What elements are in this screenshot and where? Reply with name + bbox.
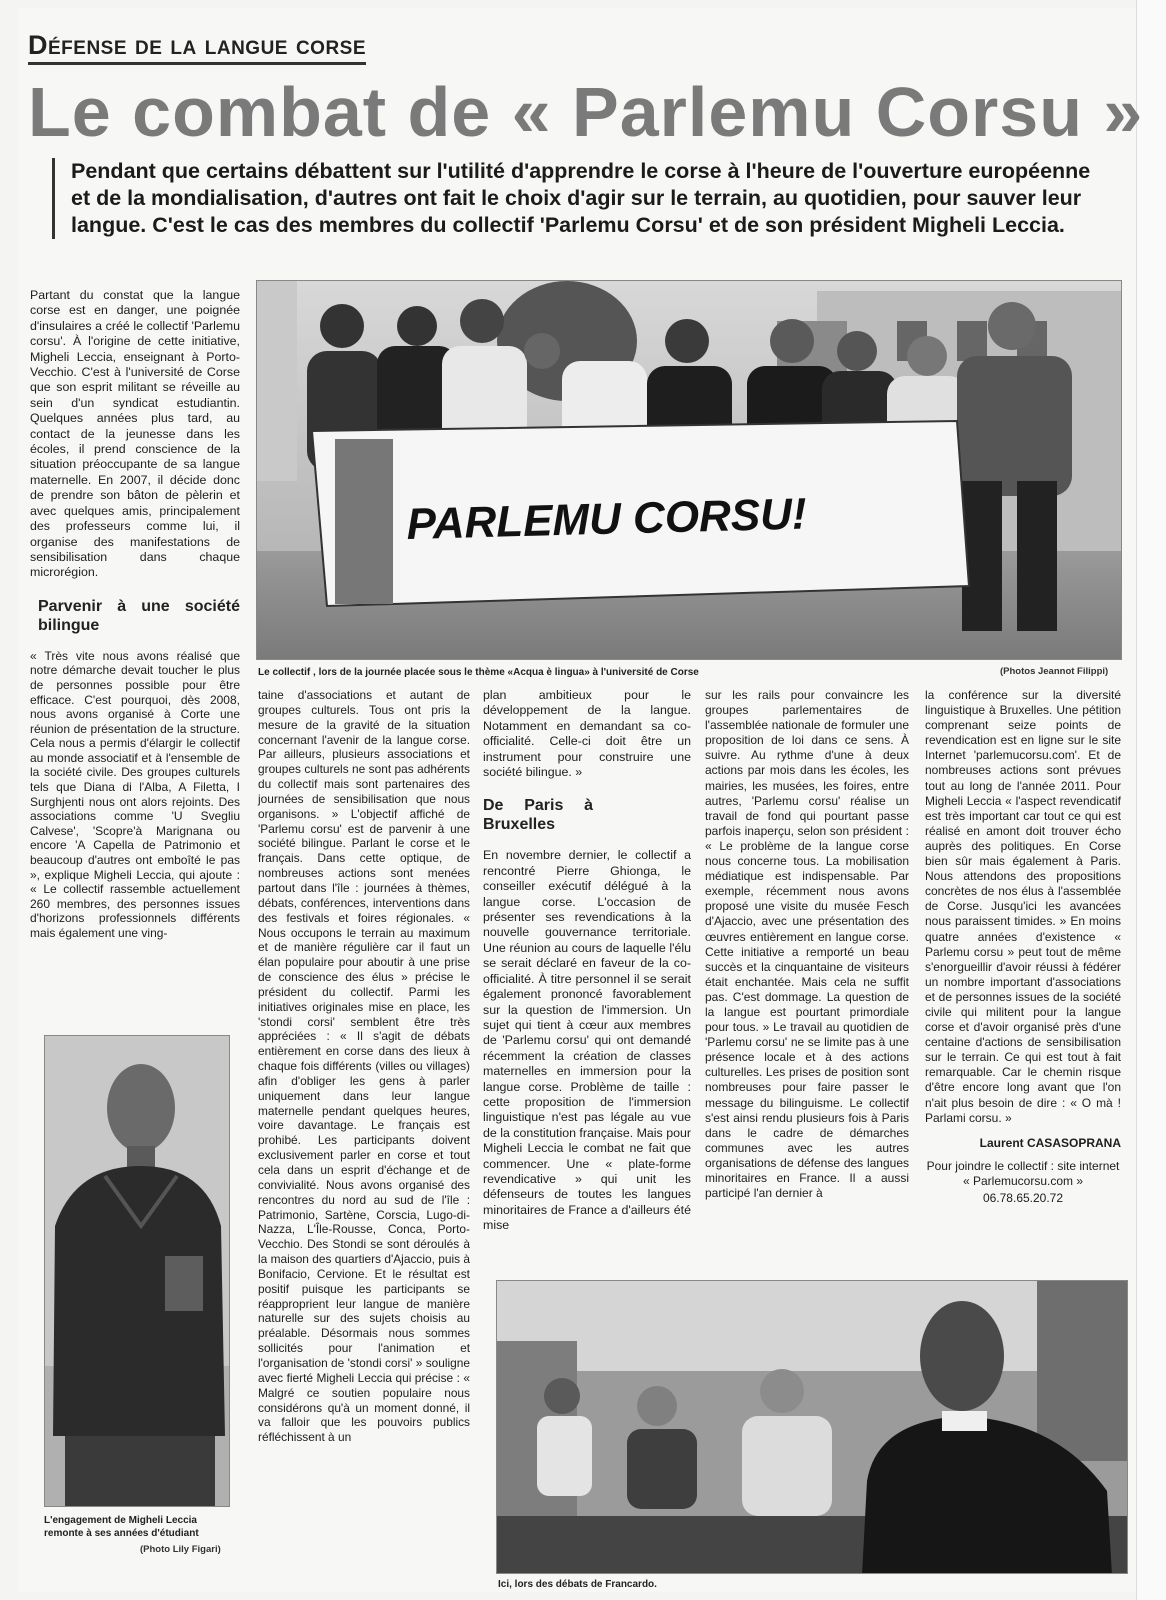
portrait-photo-image <box>45 1036 230 1507</box>
headline: Le combat de « Parlemu Corsu » <box>28 73 1144 151</box>
debate-photo-image <box>497 1281 1128 1574</box>
column-1-body: « Très vite nous avons réalisé que notre démarche devait toucher le plus de personnes possible pour être efficace. C'est pourquoi, dès 2008, nous avons organisé à Corte une réunion de présentation de la structure. Cela nous a permis d'élargir le collectif au monde associatif et à l'ensemble de la société civile. Des groupes culturels tels que Diana di l'Alba, A Filetta, I Surghjenti nous ont alors rejoints. Des associations comme 'U Svegliu Calvese', 'Scopre'à Marignana ou encore 'A Capella de Patrimonio et beaucoup d'autres ont emboîté le pas », explique Migheli Leccia, qui ajoute : « Le collectif rassemble actuellement 260 membres, des personnes issues d'horizons professionnels différents mais également une ving- <box>30 648 240 940</box>
section-rubric: Défense de la langue corse <box>28 28 366 65</box>
lead-paragraph: Pendant que certains débattent sur l'utilité d'apprendre le corse à l'heure de l'ouverture européenne et de la mondialisation, d'autres ont fait le choix d'agir sur le terrain, au quotidien, pour sauver leur langue. C'est le cas des membres du collectif 'Parlemu Corsu' et de son président Migheli Leccia. <box>52 158 1102 239</box>
column-4 <box>705 688 909 1201</box>
debate-photo <box>496 1280 1128 1574</box>
column-1-intro: Partant du constat que la langue corse est en danger, une poignée d'insulaires a créé le collectif 'Parlemu corsu'. À l'origine de cette initiative, Migheli Leccia, enseignant à Porto-Vecchio. C'est à l'université de Corse que son esprit militant se réveille au sein d'un syndicat estudiantin. Quelques années plus tard, au contact de la jeunesse dans les écoles, il prend conscience de la situation préoccupante de sa langue maternelle. En 2007, il décide donc de prendre son bâton de pèlerin et avec quelques amis, principalement des professeurs comme lui, il organise des manifestations de sensibilisation dans chaque microrégion. <box>30 288 240 580</box>
portrait-photo <box>44 1035 230 1507</box>
group-photo-caption: Le collectif , lors de la journée placée sous le thème «Acqua è lingua» à l'université de Corse <box>258 667 699 678</box>
subhead-paris-bruxelles: De Paris à Bruxelles <box>483 797 593 834</box>
column-4-body: sur les rails pour convaincre les groupes parlementaires de l'assemblée nationale de formuler une proposition de loi dans ce sens. À suivre. Au rythme d'une à deux actions par mois dans les écoles, les mairies, les musées, les foires, entre autres, 'Parlemu corsu' réalise un travail de fond qui pourtant passe parfois inaperçu, selon son président : « Le problème de la langue corse nous concerne tous. La mobilisation médiatique est indispensable. Par exemple, récemment nous avons proposé une visite du musée Fesch d'Ajaccio, avec une présentation des œuvres entièrement en langue corse. Cette initiative a remporté un beau succès et la cinquantaine de visiteurs était enchantée. Mais cela ne suffit pas. C'est dommage. La question de la langue est pourtant primordiale pour tous. » Le travail au quotidien de 'Parlemu corsu' ne se limite pas à une présence locale et à des actions culturelles. Les prises de position sont nombreuses pour faire passer le message du bilinguisme. Le collectif s'est ainsi rendu plusieurs fois à Paris dans le cadre de démarches communes avec les autres organisations de défense des langues minoritaires en France. Il a aussi participé l'an dernier à <box>705 688 909 1201</box>
author-signature: Laurent CASASOPRANA <box>979 1135 1121 1150</box>
debate-caption: Ici, lors des débats de Francardo. <box>498 1579 657 1590</box>
column-3-top: plan ambitieux pour le développement de la langue. Notamment en demandant sa co-officialité. Celle-ci doit être un instrument pour construire une société bilingue. » <box>483 688 691 780</box>
column-1 <box>30 288 240 941</box>
group-photo-image <box>257 281 1122 660</box>
contact-site: Pour joindre le collectif : site internet « Parlemucorsu.com » <box>926 1158 1120 1188</box>
column-2-body: taine d'associations et autant de groupes culturels. Tous ont pris la mesure de la gravité de la situation concernant l'avenir de la langue corse. Par ailleurs, plusieurs associations et groupes culturels ne sont pas adhérents du collectif mais sont partenaires des journées de sensibilisation que nous organisons. » L'objectif affiché de 'Parlemu corsu' est de parvenir à une société bilingue. Parlant le corse et le français. Dans cette optique, de nombreuses actions sont menées partout dans l'île : journées à thèmes, débats, conférences, interventions dans des festivals et foires régionales. « Nous occupons le terrain au maximum et de manière régulière car il faut un élan populaire pour aboutir à une prise de conscience des élus » précise le président du collectif. Parmi les initiatives originales mise en place, les 'stondi corsi' semblent être très appréciées : « Il s'agit de débats entièrement en corse dans des lieux à chaque fois différents (villes ou villages) afin d'obliger les gens à parler uniquement dans leur langue maternelle pendant quelques heures, voire davantage. Le français est prohibé. Les participants doivent exclusivement parler en corse et tout cela dans un esprit d'échange et de convivialité. Nous avons organisé des rencontres du nord au sud de l'île : Patrimonio, Sartène, Corscia, Lugo-di-Nazza, L'Île-Rousse, Conca, Porto-Vecchio. Des Stondi se sont déroulés à la maison des quartiers d'Ajaccio, puis à Bonifacio, Cervione. Et le résultat est positif puisque les participants se réapproprient leur langue de manière naturelle sur des sujets choisis au préalable. Désormais nous sommes sollicités pour l'animation et l'organisation de 'stondi corsi' » souligne avec fierté Migheli Leccia qui précise : « Malgré ce soutien populaire nous considérons qu'à un moment donné, il va falloir que les pouvoirs publics réfléchissent à un <box>258 688 470 1445</box>
contact-phone: 06.78.65.20.72 <box>982 1191 1064 1205</box>
banner-text: PARLEMU CORSU! <box>405 489 808 549</box>
column-5 <box>925 688 1121 1206</box>
column-2 <box>258 688 470 1445</box>
group-photo-credit: (Photos Jeannot Filippi) <box>1000 666 1109 677</box>
page-edge <box>1136 0 1166 1600</box>
group-photo <box>256 280 1122 660</box>
portrait-credit: (Photo Lily Figari) <box>140 1544 221 1555</box>
column-3 <box>483 688 691 1234</box>
subhead-bilingual: Parvenir à une société bilingue <box>38 597 240 634</box>
column-3-body: En novembre dernier, le collectif a rencontré Pierre Ghionga, le conseiller exécutif délégué à la langue corse. L'occasion de présenter ses revendications à la nouvelle gouvernance territoriale. Une réunion au cours de laquelle l'élu se serait déclaré en faveur de la co-officialité. À titre personnel il se serait également prononcé favorablement sur la question de l'immersion. Un sujet qui tient à cœur aux membres de 'Parlemu corsu' qui ont demandé récemment la création de classes maternelles en immersion pour la langue corse. Problème de taille : cette proposition de l'immersion linguistique n'est pas légale au vue de la constitution française. Mais pour Migheli Leccia le combat ne fait que commencer. Une « plate-forme revendicative » qui unit les défenseurs de toutes les langues minoritaires de France a d'ailleurs été mise <box>483 848 691 1233</box>
portrait-caption: L'engagement de Migheli Leccia remonte à ses années d'étudiant <box>44 1515 199 1539</box>
column-5-body: la conférence sur la diversité linguistique à Bruxelles. Une pétition comprenant seize points de revendication est en ligne sur le site Internet 'parlemucorsu.com'. Et de nombreuses actions sont prévues tout au long de l'année 2011. Pour Migheli Leccia « l'aspect revendicatif est très important car tout ce qui est réalisé en amont doit trouver écho auprès des politiques. En Corse bien sûr mais également à Paris. Nous attendons des propositions concrètes de nos élus à l'assemblée de Corse. Jusqu'ici les avancées nous paraissent timides. » En moins quatre années d'existence « Parlemu corsu » peut tout de même s'enorgueillir d'avoir réussi à fédérer un nombre important d'associations et de personnes issues de la société civile qui militent pour la langue corse et d'avoir organisé près d'une centaine d'actions de sensibilisation sur le terrain. Ce qui est tout à fait remarquable. Car le chemin risque d'être encore long avant que l'on n'ait plus besoin de dire : « O mà ! Parlami corsu. » <box>925 688 1121 1125</box>
